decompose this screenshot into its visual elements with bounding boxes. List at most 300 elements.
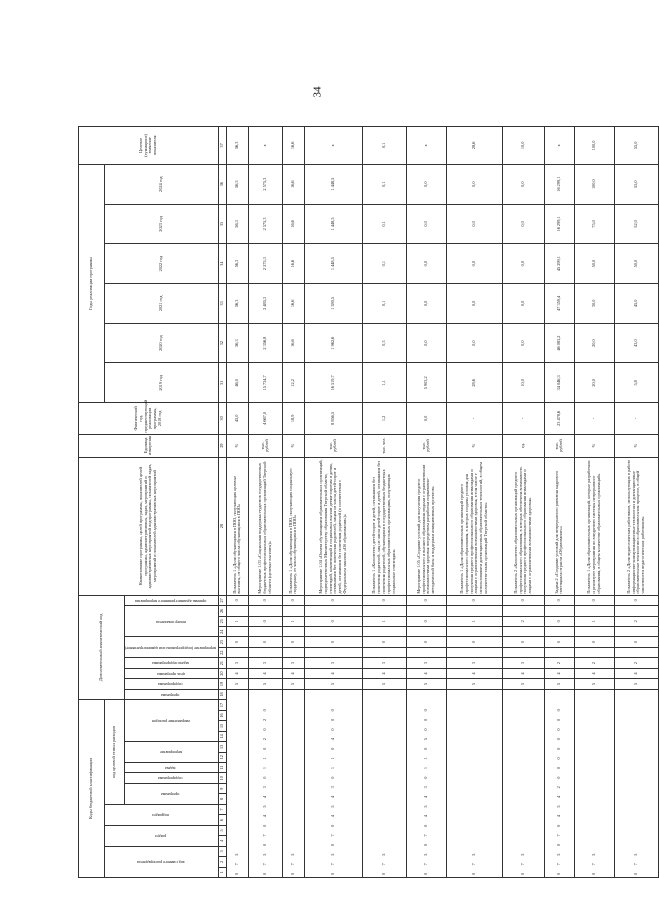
year-value: 28,6 — [446, 363, 502, 403]
column-number: 19 — [218, 679, 226, 689]
column-number: 15 — [218, 721, 226, 731]
header-target-article: код целевой статьи расходов — [105, 700, 125, 805]
column-number: 37 — [218, 127, 226, 165]
fact-value: - — [446, 403, 502, 434]
unit-cell: % — [574, 434, 614, 457]
column-number: 24 — [218, 627, 226, 637]
code-digit-cell — [446, 647, 502, 657]
column-number: 1 — [218, 867, 226, 877]
year-value: 75,0 — [574, 204, 614, 244]
column-number: 32 — [218, 323, 226, 363]
code-digit-cell: 0 — [502, 637, 544, 647]
indicator-name: Мероприятие 1.04 «Оплата обучающимся образовательных организаций, подведомственных Министерству образования Тверской области, стипендий, компенсаций и социальных выплат детям-сиротам и детям, оставшимся без попечения родителей, лицам из числа детей-сирот и детей, оставшихся без попечения родителей (в соответствии с Федеральным законом «Об образовании»)» — [304, 457, 362, 595]
year-value: 0,0 — [406, 323, 446, 363]
header-admin-codes: Дополнительный аналитический код — [79, 595, 125, 700]
column-number: 31 — [218, 363, 226, 403]
target-value: 100,0 — [574, 127, 614, 165]
code-digit-cell: 0 7 5 — [574, 689, 614, 877]
column-number: 21 — [218, 658, 226, 668]
column-number: 11 — [218, 763, 226, 773]
year-value: 47 359,4 — [544, 284, 574, 324]
target-value: 55,0 — [614, 127, 658, 165]
column-number: 7 — [218, 804, 226, 814]
code-digit-cell: 3 — [406, 658, 446, 668]
code-digit-cell: 0 7 5 0 7 0 4 5 4 2 0 0 0 0 0 0 0 0 — [544, 689, 574, 877]
year-value: 1 448,5 — [304, 164, 362, 204]
code-digit-cell: 3 — [304, 658, 362, 668]
header-admin-flag: признак административного мероприятия — [125, 595, 219, 606]
target-value: 28,6 — [446, 127, 502, 165]
code-digit-cell: 0 — [406, 616, 446, 626]
unit-cell: тыс. рублей — [304, 434, 362, 457]
column-number: 14 — [218, 731, 226, 741]
column-number: 35 — [218, 204, 226, 244]
table-row — [362, 127, 406, 878]
code-digit-cell: 0 — [282, 637, 304, 647]
column-number: 23 — [218, 637, 226, 647]
table-body — [226, 127, 658, 878]
code-digit-cell — [248, 606, 282, 616]
header-year-5: 2023 год — [105, 204, 219, 244]
fact-value: 1,2 — [362, 403, 406, 434]
year-value: 2 356,8 — [248, 323, 282, 363]
year-value: 16 299,1 — [544, 204, 574, 244]
year-value: 0,0 — [502, 244, 544, 284]
column-number: 10 — [218, 773, 226, 783]
column-number: 33 — [218, 284, 226, 324]
fact-value: - — [574, 403, 614, 434]
indicator-name: Показатель 1 «Доля обучающихся в ПОО, получающих целевые выплаты, от общего числа обучающихся в ПОО» — [226, 457, 248, 595]
header-unit: Единица измерения — [79, 434, 219, 457]
code-digit-cell — [574, 627, 614, 637]
header-year-1: 2019 год — [105, 363, 219, 403]
year-value: 5 903,2 — [406, 363, 446, 403]
year-value: 56,3 — [226, 204, 248, 244]
column-number: 36 — [218, 164, 226, 204]
year-value: 0,0 — [502, 164, 544, 204]
fact-value: 23 478,6 — [544, 403, 574, 434]
code-digit-cell — [282, 606, 304, 616]
header-code-subprogram: подпрограмма — [125, 773, 219, 783]
column-number: 34 — [218, 244, 226, 284]
table-row — [544, 127, 574, 878]
code-digit-cell: 5 — [502, 679, 544, 689]
column-number: 5 — [218, 825, 226, 835]
indicator-name: Показатель 1 «Доля обучающихся в ПОО, получающих социальную поддержку, от числа обучающихся в ПОО» — [282, 457, 304, 595]
fact-value: 0,0 — [406, 403, 446, 434]
code-digit-cell: 4 — [544, 668, 574, 678]
code-digit-cell: 0 — [446, 637, 502, 647]
year-value: 0,1 — [362, 204, 406, 244]
code-digit-cell — [406, 627, 446, 637]
code-digit-cell — [248, 627, 282, 637]
year-value: 0,0 — [406, 284, 446, 324]
code-digit-cell: 5 — [282, 679, 304, 689]
year-value: 55,0 — [614, 164, 658, 204]
code-digit-cell — [304, 606, 362, 616]
code-digit-cell: 5 — [446, 679, 502, 689]
code-digit-cell: 2 — [614, 658, 658, 668]
year-value: 46,0 — [226, 363, 248, 403]
code-digit-cell: 5 — [614, 679, 658, 689]
column-numbers-row — [218, 127, 226, 878]
code-digit-cell: 5 — [406, 679, 446, 689]
code-digit-cell: 3 — [446, 658, 502, 668]
header-code-task: задача — [125, 763, 219, 773]
header-target: Целевое (суммарное) значение показателя — [79, 127, 219, 165]
code-digit-cell: 4 — [614, 668, 658, 678]
year-value: 43,0 — [614, 323, 658, 363]
year-value: 0,0 — [502, 323, 544, 363]
header-admin-event: мероприятие (подпрограммы или административное) — [125, 637, 219, 658]
code-digit-cell: 0 — [406, 637, 446, 647]
indicator-name: Задача 2 «Создание условий для непрерывного развития кадрового потенциала отрасли «Образование»» — [544, 457, 574, 595]
header-years: Годы реализации программы — [79, 164, 105, 402]
code-digit-cell: 0 — [304, 637, 362, 647]
year-value: 1 448,5 — [304, 204, 362, 244]
program-indicators-table — [78, 126, 659, 878]
code-digit-cell — [226, 627, 248, 637]
year-value: 0,0 — [502, 204, 544, 244]
code-digit-cell: 5 — [544, 679, 574, 689]
code-digit-cell: 0 — [248, 616, 282, 626]
code-digit-cell: 0 — [226, 637, 248, 647]
year-value: 100,0 — [574, 164, 614, 204]
header-year-4: 2022 год — [105, 244, 219, 284]
column-number: 29 — [218, 434, 226, 457]
code-digit-cell — [226, 647, 248, 657]
code-digit-cell — [544, 647, 574, 657]
code-digit-cell — [502, 627, 544, 637]
unit-cell: тыс. рублей — [544, 434, 574, 457]
target-value: х — [406, 127, 446, 165]
indicator-name: Показатель 1 «Доля образовательных организаций, которые разработали и реализуют мероприятия по внедрению системы непрерывного образования, в общем количестве образовательных организаций» — [574, 457, 614, 595]
year-value: 16 299,1 — [544, 164, 574, 204]
header-admin-goal: цель программы — [125, 668, 219, 678]
column-number: 4 — [218, 836, 226, 846]
header-code-section: раздел — [105, 825, 219, 846]
unit-cell: % — [446, 434, 502, 457]
code-digit-cell: 1 — [282, 616, 304, 626]
fact-value: 18,9 — [282, 403, 304, 434]
target-value: 56,3 — [226, 127, 248, 165]
target-value: 10,0 — [502, 127, 544, 165]
code-digit-cell: 0 — [574, 637, 614, 647]
code-digit-cell: 2 — [574, 658, 614, 668]
page-number-wrap — [300, 80, 340, 110]
header-code-program: программа — [125, 783, 219, 804]
code-digit-cell: 1 — [226, 616, 248, 626]
indicator-name: Показатель 1 «Доля образовательных организаций среднего профессионального образования, в которых созданы условия для получения среднего профессионального образования инвалидами и лицами с ограниченными возможностями здоровья, в том числе с использованием дистанционных образовательных технологий, в общем количестве таких организаций Тверской области» — [446, 457, 502, 595]
code-digit-cell: 2 — [502, 616, 544, 626]
code-digit-cell — [282, 627, 304, 637]
year-value: 50,0 — [614, 244, 658, 284]
table-row — [226, 127, 248, 878]
year-value: 0,0 — [446, 204, 502, 244]
table-row — [574, 127, 614, 878]
year-value: 50,0 — [574, 244, 614, 284]
code-digit-cell: 0 7 5 0 7 0 4 5 4 3 0 1 1 0 5 0 0 0 — [406, 689, 446, 877]
indicator-name: Показатель 2 «Доля педагогических работников, использующих в работе информационно-коммуникационные технологии и дистанционные образовательные технологии в образовательном процессе, в общей численности педагогических работников» — [614, 457, 658, 595]
code-digit-cell — [574, 606, 614, 616]
indicator-name: Показатель 1 «Количество детей-сирот и детей, оставшихся без попечения родителей, лиц из числа детей-сирот и детей, оставшихся без попечения родителей, обучающихся в государственных бюджетных профессиональных образовательных организациях, получающих социальные стипендии» — [362, 457, 406, 595]
code-digit-cell: 0 — [614, 637, 658, 647]
unit-cell: тыс. рублей — [406, 434, 446, 457]
header-year-2: 2020 год — [105, 323, 219, 363]
column-number: 30 — [218, 403, 226, 434]
code-digit-cell: 5 — [362, 679, 406, 689]
year-value: 2 575,3 — [248, 164, 282, 204]
fact-value: 4 667,0 — [248, 403, 282, 434]
target-value: 0,1 — [362, 127, 406, 165]
code-digit-cell — [544, 606, 574, 616]
target-value: 16,6 — [282, 127, 304, 165]
fact-value: 45,0 — [226, 403, 248, 434]
column-number: 2 — [218, 857, 226, 867]
unit-cell: тыс. чел. — [362, 434, 406, 457]
year-value: 0,0 — [446, 244, 502, 284]
code-digit-cell — [406, 606, 446, 616]
year-value: 52,0 — [614, 204, 658, 244]
code-digit-cell: 1 — [446, 616, 502, 626]
header-code-chief: код главного распорядителя — [105, 846, 219, 877]
table-row — [248, 127, 282, 878]
column-number: 22 — [218, 647, 226, 657]
header-admin-program: программа — [125, 689, 219, 699]
year-value: 56,3 — [226, 244, 248, 284]
year-value: 45 299,1 — [544, 244, 574, 284]
indicator-name: Показатель 2 «Количество образовательных организаций среднего профессионального образования, в которых обеспечена возможность получения среднего профессионального образования инвалидами и лицами с ограниченными возможностями здоровья» — [502, 457, 544, 595]
code-digit-cell: 3 — [282, 658, 304, 668]
header-code-direction: направление расходов — [125, 700, 219, 742]
code-digit-cell: 0 — [282, 595, 304, 606]
code-digit-cell: 0 7 5 — [446, 689, 502, 877]
code-digit-cell — [362, 647, 406, 657]
year-value: 16,6 — [282, 244, 304, 284]
code-digit-cell — [502, 606, 544, 616]
year-value: 56,3 — [226, 323, 248, 363]
code-digit-cell: 1 — [362, 616, 406, 626]
target-value: х — [248, 127, 282, 165]
code-digit-cell: 0 — [248, 637, 282, 647]
header-program-name: Наименование программы, целей программы, показателей целей программы, административных, задач, мероприятий и административных мероприятий подпрограммы, показателей задач, мероприятий и показателей административных мероприятий — [79, 457, 219, 595]
code-digit-cell: 1 — [574, 616, 614, 626]
year-value: 0,0 — [446, 164, 502, 204]
year-value: 1,1 — [362, 363, 406, 403]
column-number: 20 — [218, 668, 226, 678]
header-fact: Фактический год, предшествующий реализации программы, 2018 год — [79, 403, 219, 434]
year-value: 2 485,3 — [248, 284, 282, 324]
year-value: 16,6 — [282, 164, 304, 204]
column-number: 18 — [218, 689, 226, 699]
code-digit-cell: 0 — [574, 595, 614, 606]
unit-cell: ед. — [502, 434, 544, 457]
year-value: 2 575,3 — [248, 204, 282, 244]
target-value: х — [544, 127, 574, 165]
column-number: 3 — [218, 846, 226, 856]
code-digit-cell: 5 — [574, 679, 614, 689]
column-number: 17 — [218, 700, 226, 711]
column-number: 13 — [218, 742, 226, 752]
code-digit-cell: 0 — [544, 595, 574, 606]
year-value: 0,0 — [406, 204, 446, 244]
year-value: 0,1 — [362, 244, 406, 284]
code-digit-cell — [446, 606, 502, 616]
code-digit-cell: 0 — [362, 595, 406, 606]
column-number: 6 — [218, 815, 226, 825]
header-code-event: мероприятие — [125, 742, 219, 763]
code-digit-cell: 3 — [248, 658, 282, 668]
program-table-container — [78, 126, 646, 878]
header-admin-task: задача подпрограммы — [125, 658, 219, 668]
year-value: 0,0 — [406, 164, 446, 204]
code-digit-cell: 0 7 5 — [502, 689, 544, 877]
year-value: 34 046,3 — [544, 363, 574, 403]
year-value: 10,0 — [502, 363, 544, 403]
header-year-6: 2024 год — [105, 164, 219, 204]
year-value: 16 519,7 — [304, 363, 362, 403]
unit-cell: % — [614, 434, 658, 457]
unit-cell: % — [282, 434, 304, 457]
code-digit-cell — [614, 647, 658, 657]
column-number: 9 — [218, 783, 226, 793]
column-number: 25 — [218, 616, 226, 626]
code-digit-cell — [304, 627, 362, 637]
column-number: 26 — [218, 606, 226, 616]
code-digit-cell: 2 — [544, 658, 574, 668]
code-digit-cell: 5 — [226, 679, 248, 689]
column-number: 16 — [218, 710, 226, 720]
year-value: 1 448,5 — [304, 244, 362, 284]
code-digit-cell — [574, 647, 614, 657]
unit-cell: % — [226, 434, 248, 457]
code-digit-cell: 4 — [304, 668, 362, 678]
year-value: 0,0 — [446, 323, 502, 363]
code-digit-cell: 5 — [248, 679, 282, 689]
unit-cell: тыс. рублей — [248, 434, 282, 457]
page-number: 34 — [311, 86, 324, 98]
code-digit-cell: 0 — [502, 595, 544, 606]
code-digit-cell: 5 — [304, 679, 362, 689]
code-digit-cell — [226, 606, 248, 616]
indicator-name: Мероприятие 1.03 «Социальная поддержка студентов государственных бюджетных профессиональных образовательных организаций Тверской области (целевые выплаты)» — [248, 457, 282, 595]
code-digit-cell: 4 — [226, 668, 248, 678]
code-digit-cell: 0 — [304, 595, 362, 606]
table-row — [282, 127, 304, 878]
code-digit-cell: 0 7 5 — [614, 689, 658, 877]
code-digit-cell: 0 — [362, 637, 406, 647]
code-digit-cell: 3 — [502, 658, 544, 668]
code-digit-cell: 4 — [406, 668, 446, 678]
code-digit-cell: 0 — [248, 595, 282, 606]
code-digit-cell: 4 — [282, 668, 304, 678]
code-digit-cell: 4 — [248, 668, 282, 678]
code-digit-cell — [502, 647, 544, 657]
code-digit-cell: 4 — [502, 668, 544, 678]
code-digit-cell: 0 7 5 — [282, 689, 304, 877]
code-digit-cell — [248, 647, 282, 657]
code-digit-cell: 0 — [614, 595, 658, 606]
code-digit-cell — [614, 606, 658, 616]
code-digit-cell: 0 — [406, 595, 446, 606]
code-digit-cell — [304, 647, 362, 657]
table-row — [502, 127, 544, 878]
code-digit-cell: 3 — [226, 658, 248, 668]
year-value: 2 575,3 — [248, 244, 282, 284]
code-digit-cell: 2 — [614, 616, 658, 626]
year-value: 0,1 — [362, 284, 406, 324]
code-digit-cell: 4 — [574, 668, 614, 678]
code-digit-cell: 0 7 5 0 7 0 4 5 4 3 0 1 1 0 2 0 2 0 — [248, 689, 282, 877]
column-number: 27 — [218, 595, 226, 606]
code-digit-cell: 0 — [544, 637, 574, 647]
year-value: 56,3 — [226, 164, 248, 204]
fact-value: - — [502, 403, 544, 434]
year-value: 46 083,2 — [544, 323, 574, 363]
code-digit-cell: 0 7 5 — [226, 689, 248, 877]
year-value: 0,0 — [502, 284, 544, 324]
year-value: 0,1 — [362, 164, 406, 204]
year-value: 20,0 — [574, 323, 614, 363]
code-digit-cell: 4 — [362, 668, 406, 678]
year-value: 56,3 — [226, 284, 248, 324]
code-digit-cell: 0 7 5 0 7 0 4 5 4 3 0 1 1 0 4 0 0 0 — [304, 689, 362, 877]
column-number: 8 — [218, 794, 226, 804]
year-value: 0,0 — [446, 284, 502, 324]
header-admin-subprogram: подпрограмма — [125, 679, 219, 689]
code-digit-cell — [282, 647, 304, 657]
year-value: 45,0 — [614, 284, 658, 324]
code-digit-cell: 0 — [304, 616, 362, 626]
table-row — [614, 127, 658, 878]
table-row — [304, 127, 362, 878]
year-value: 16,6 — [282, 323, 304, 363]
year-value: 0,3 — [362, 323, 406, 363]
code-digit-cell — [446, 627, 502, 637]
header-admin-number: номер показателя — [125, 606, 219, 637]
code-digit-cell: 0 7 5 — [362, 689, 406, 877]
year-value: 0,0 — [406, 244, 446, 284]
code-digit-cell — [544, 627, 574, 637]
year-value: 1 380,5 — [304, 284, 362, 324]
table-row — [406, 127, 446, 878]
fact-value: 8 856,5 — [304, 403, 362, 434]
code-digit-cell — [614, 627, 658, 637]
code-digit-cell: 0 — [544, 616, 574, 626]
header-code-subsection: подраздел — [105, 804, 219, 825]
code-digit-cell — [362, 606, 406, 616]
column-number: 12 — [218, 752, 226, 762]
year-value: 1 962,6 — [304, 323, 362, 363]
target-value: х — [304, 127, 362, 165]
rotated-table-stage — [78, 126, 646, 878]
code-digit-cell: 0 — [226, 595, 248, 606]
year-value: 15 734,7 — [248, 363, 282, 403]
year-value: 30,0 — [574, 284, 614, 324]
year-value: 20,0 — [574, 363, 614, 403]
table-row — [446, 127, 502, 878]
year-value: 5,8 — [614, 363, 658, 403]
indicator-name: Мероприятие 1.05 «Создание условий для получения среднего профессионального и высшего образования людьми с ограниченными возможностями здоровья посредством разработки нормативно-методической базы и поддержки инициативных проектов» — [406, 457, 446, 595]
year-value: 12,2 — [282, 363, 304, 403]
fact-value: - — [614, 403, 658, 434]
year-value: 16,6 — [282, 204, 304, 244]
column-number: 28 — [218, 457, 226, 595]
year-value: 16,6 — [282, 284, 304, 324]
header-budget-codes: Коды бюджетной классификации — [79, 700, 105, 878]
header-year-3: 2021 год — [105, 284, 219, 324]
code-digit-cell: 3 — [362, 658, 406, 668]
